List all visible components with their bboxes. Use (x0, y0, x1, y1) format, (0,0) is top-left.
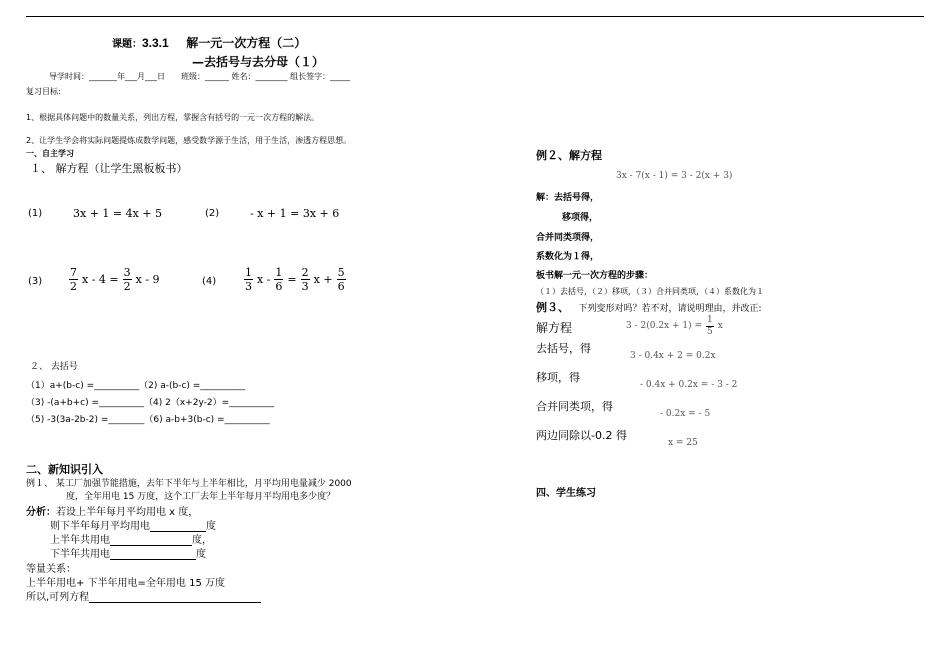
relation-label: 等量关系： (26, 564, 76, 575)
example-3: 例３、 下列变形对吗？若不对，请说明理由，并改正: (536, 301, 762, 314)
example-2-title: 例２、解方程 (536, 149, 602, 162)
steps-title: 板书解一元一次方程的步骤： (536, 271, 654, 281)
step-move: 移项得， (562, 213, 599, 223)
transform-eq-3: - 0.2x = - 5 (660, 409, 711, 419)
analysis-line-c: 下半年共用电 度 (50, 549, 206, 560)
step-coef: 系数化为１得， (536, 252, 600, 262)
step-combine: 合并同类项得， (536, 233, 600, 243)
equation-3: $\frac{7}{2}$ x - 4 = $\frac{3}{2}$ x - 9 (70, 266, 160, 293)
equation-4: $\frac{1}{3}$ x - $\frac{1}{6}$ = $\frac{2}{3}$ x + $\frac{5}{6}$ (245, 266, 345, 293)
goal-2: 2、让学生学会将实际问题提炼成数学问题，感受数学源于生活，用于生活，渗透方程思想。 (26, 136, 352, 145)
lesson-title: 课题：3.3.1 解一元一次方程（二） (112, 36, 307, 50)
goal-1: 1、根据具体问题中的数量关系，列出方程，掌握含有括号的一元一次方程的解法。 (26, 113, 320, 122)
analysis-line-a: 则下半年每月平均用电 度 (50, 521, 216, 532)
transform-eq-1: 3 - 0.4x + 2 = 0.2x (630, 351, 716, 361)
bracket-row-1: （1）a+(b-c) =__________（2) a-(b-c) =__________ (26, 381, 246, 391)
solve-equation-label: 解方程 (536, 321, 573, 335)
eq3-label: (3) (28, 276, 43, 287)
example-3-equation: 3 - 2(0.2x + 1) = $\frac{1}{5}$ x (626, 315, 723, 337)
section-2-heading: 二、新知识引入 (26, 463, 103, 476)
transform-eq-2: - 0.4x + 0.2x = - 3 - 2 (640, 380, 738, 390)
transform-step-3: 合并同类项，得 (536, 400, 613, 413)
section-4-heading: 四、学生练习 (536, 488, 596, 499)
transform-eq-4: x = 25 (668, 438, 698, 448)
lesson-subtitle: —去括号与去分母（１） (192, 55, 325, 69)
task-2: ２、 去括号 (30, 362, 78, 372)
guide-line: 导学时间：_______年___月___日 班级：______ 姓名：________ 组长签字：_____ (49, 72, 351, 81)
top-rule (26, 16, 924, 17)
so-equation: 所以,可列方程 (26, 593, 261, 603)
step-bracket: 解：去括号得， (536, 193, 600, 203)
analysis-line-b: 上半年共用电 度， (50, 535, 212, 546)
eq4-label: (4) (202, 276, 217, 287)
example-2-equation: 3x - 7(x - 1) = 3 - 2(x + 3) (616, 171, 733, 181)
transform-step-1: 去括号，得 (536, 342, 591, 355)
example-1-line-1: 例１、 某工厂加强节能措施，去年下半年与上半年相比，月平均用电量减少 2000 (26, 479, 352, 489)
bracket-row-2: （3) -(a+b+c) =__________（4) 2（x+2y-2）=__________ (26, 398, 275, 408)
relation: 上半年用电+ 下半年用电=全年用电 15 万度 (26, 578, 226, 589)
task-1: １、 解方程（让学生黑板板书） (30, 162, 188, 175)
transform-step-2: 移项，得 (536, 371, 580, 384)
eq2-label: (2) (205, 208, 220, 219)
equation-2: - x + 1 = 3x + 6 (250, 207, 340, 220)
section-1-heading: 一、自主学习 (26, 149, 74, 158)
equation-1: 3x + 1 = 4x + 5 (73, 207, 163, 220)
steps-list: （１）去括号，（２）移项，（３）合并同类项，（４）系数化为１ (536, 287, 764, 296)
review-label: 复习目标: (26, 87, 61, 96)
analysis: 分析：若设上半年每月平均用电 x 度， (26, 507, 199, 518)
bracket-row-3: （5) -3(3a-2b-2) =________（6) a-b+3(b-c) =__________ (26, 415, 270, 425)
transform-step-4: 两边同除以-0.2 得 (536, 429, 627, 442)
example-1-line-2: 度，全年用电 15 万度，这个工厂去年上半年每月平均用电多少度？ (66, 492, 336, 502)
eq1-label: (1) (28, 208, 43, 219)
